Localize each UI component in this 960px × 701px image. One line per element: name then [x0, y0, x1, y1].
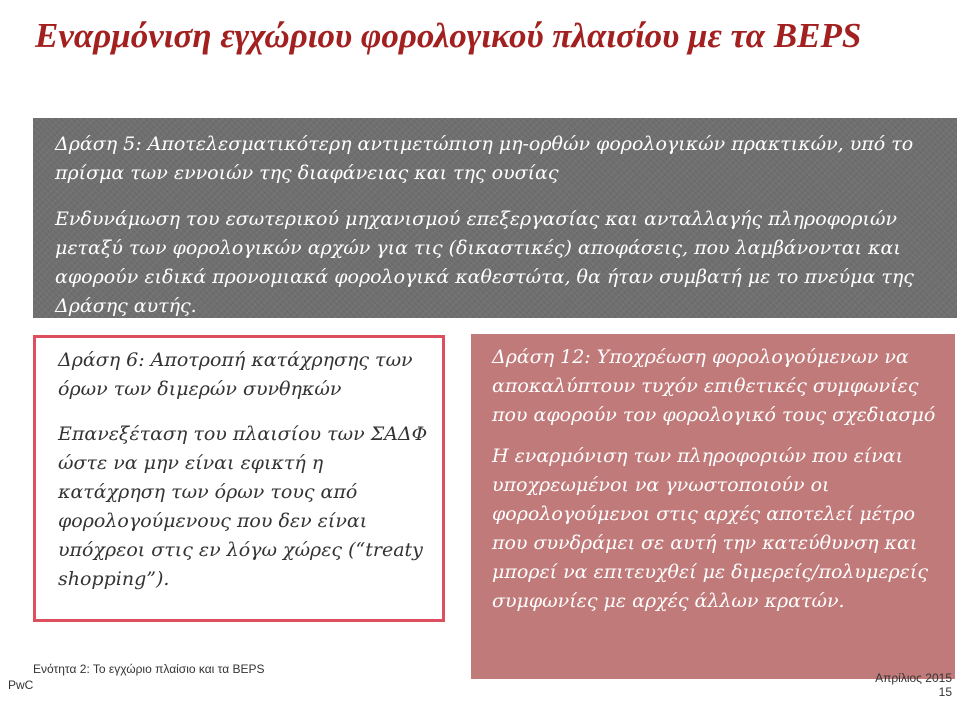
footer-brand: PwC	[8, 678, 34, 692]
footer-date: Απρίλιος 2015	[875, 671, 952, 685]
action-6-body: Επανεξέταση του πλαισίου των ΣΑΔΦ ώστε να μην είναι εφικτή η κατάχρηση των όρων τους από φορολογούμενους που δεν είναι υπόχρεοι στις εν λόγω χώρες (“treaty shopping”).	[58, 423, 428, 590]
action-12-box	[471, 334, 955, 679]
action-5-body: Ενδυνάμωση του εσωτερικού μηχανισμού επεξεργασίας και ανταλλαγής πληροφοριών μεταξύ των φορολογικών αρχών για τις (δικαστικές) αποφάσεις, που λαμβάνονται και αφορούν ειδικά προνομιακά φορολογικά καθεστώτα, θα ήταν συμβατή με το πνεύμα της Δράσης αυτής.	[55, 208, 914, 317]
action-12-body: Η εναρμόνιση των πληροφοριών που είναι υποχρεωμένοι να γνωστοποιούν οι φορολογούμενοι στις αρχές αποτελεί μέτρο που συνδράμει σε αυτή την κατεύθυνση και μπορεί να επιτευχθεί με διμερείς/πολυμερείς συμφωνίες με αρχές άλλων κρατών.	[492, 445, 928, 612]
action-6-box	[33, 335, 445, 622]
action-6-heading: Δράση 6: Αποτροπή κατάχρησης των όρων των διμερών συνθηκών	[58, 349, 413, 400]
action-12-heading: Δράση 12: Υποχρέωση φορολογούμενων να αποκαλύπτουν τυχόν επιθετικές συμφωνίες που αφορούν τον φορολογικό τους σχεδιασμό	[492, 346, 936, 426]
footer-section-label: Ενότητα 2: Το εγχώριο πλαίσιο και τα BEPS	[33, 662, 265, 676]
slide-title: Εναρμόνιση εγχώριου φορολογικού πλαισίου με τα BEPS	[35, 16, 862, 55]
footer-page-number: 15	[938, 685, 952, 699]
action-5-box	[33, 118, 957, 318]
action-5-heading: Δράση 5: Αποτελεσματικότερη αντιμετώπιση μη-ορθών φορολογικών πρακτικών, υπό το πρίσμα των εννοιών της διαφάνειας και της ουσίας	[55, 133, 914, 184]
